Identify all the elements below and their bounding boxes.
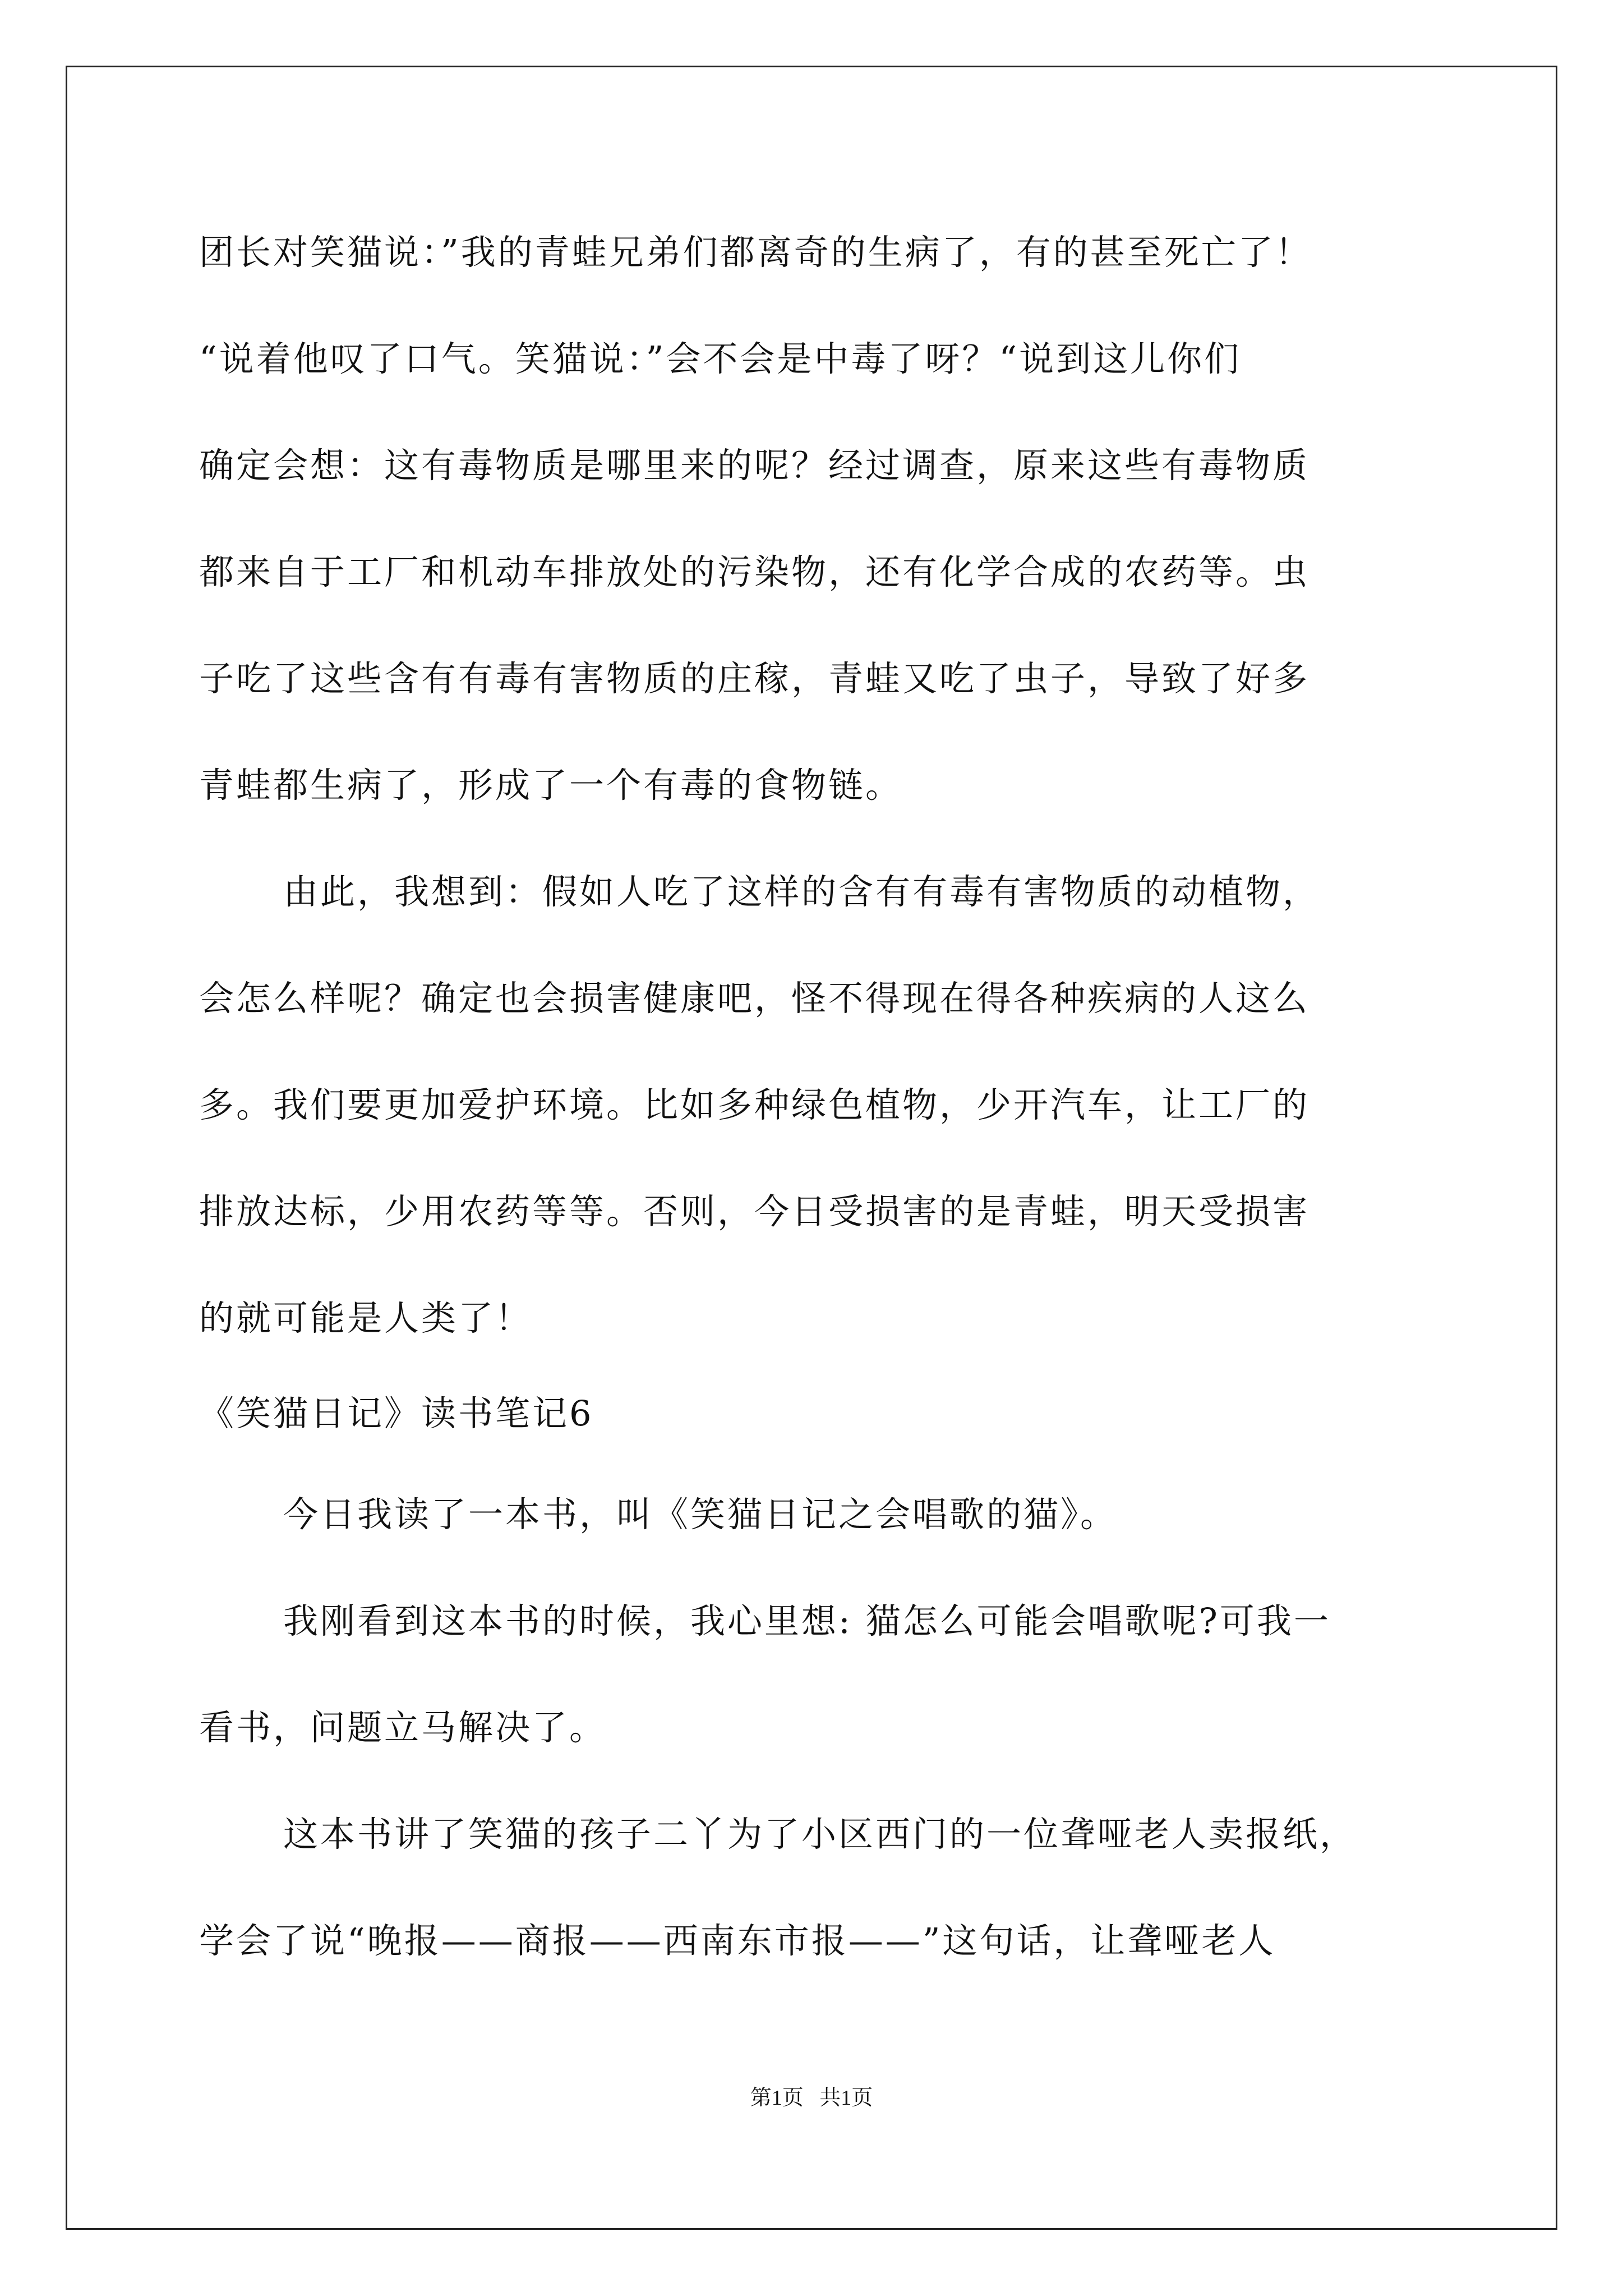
text-line-16: 这本书讲了笑猫的孩子二丫为了小区西门的一位聋哑老人卖报纸，: [283, 1814, 1357, 1855]
text-line-10: 排放达标，少用农药等等。否则，今日受损害的是青蛙，明天受损害: [199, 1191, 1310, 1232]
text-line-6: 青蛙都生病了，形成了一个有毒的食物链。: [199, 765, 903, 806]
text-line-9: 多。我们要更加爱护环境。比如多种绿色植物，少开汽车，让工厂的: [199, 1084, 1310, 1125]
text-line-13: 今日我读了一本书，叫《笑猫日记之会唱歌的猫》。: [283, 1494, 1118, 1535]
text-line-1: 团长对笑猫说：”我的青蛙兄弟们都离奇的生病了，有的甚至死亡了！: [199, 232, 1312, 273]
page-border: [66, 66, 1557, 2230]
text-line-3: 确定会想：这有毒物质是哪里来的呢？经过调查，原来这些有毒物质: [199, 445, 1310, 486]
text-line-7: 由此，我想到：假如人吃了这样的含有有毒有害物质的动植物，: [283, 871, 1320, 912]
text-line-8: 会怎么样呢？确定也会损害健康吧，怪不得现在得各种疾病的人这么: [199, 978, 1310, 1019]
text-line-15: 看书，问题立马解决了。: [199, 1707, 607, 1748]
page-footer: 第1页 共1页: [750, 2086, 873, 2110]
section-heading: 《笑猫日记》读书笔记6: [199, 1393, 594, 1434]
text-line-4: 都来自于工厂和机动车排放处的污染物，还有化学合成的农药等。虫: [199, 551, 1310, 592]
text-line-5: 子吃了这些含有有毒有害物质的庄稼，青蛙又吃了虫子，导致了好多: [199, 658, 1310, 699]
text-line-11: 的就可能是人类了！: [199, 1297, 533, 1338]
text-line-2: “说着他叹了口气。笑猫说：”会不会是中毒了呀？“说到这儿你们: [199, 338, 1242, 379]
text-line-17: 学会了说“晚报——商报——西南东市报——”这句话，让聋哑老人: [199, 1920, 1276, 1961]
text-line-14: 我刚看到这本书的时候，我心里想: 猫怎么可能会唱歌呢?可我一: [283, 1600, 1331, 1641]
